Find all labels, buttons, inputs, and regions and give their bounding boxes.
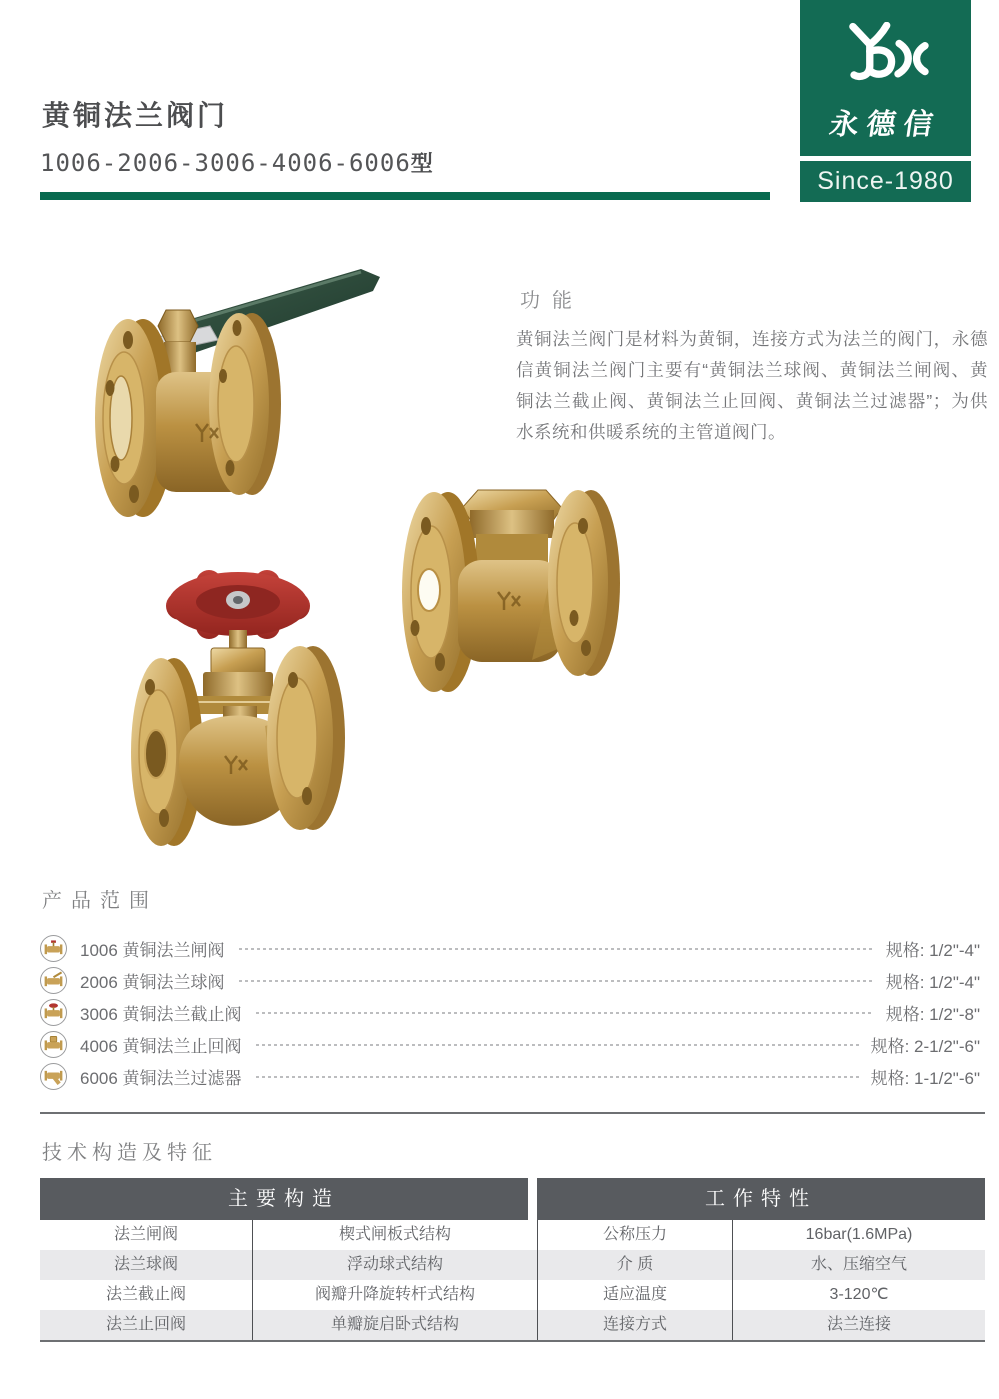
- table-cell: 公称压力: [537, 1220, 732, 1250]
- table-row: [40, 1220, 985, 1250]
- table-cell: 适应温度: [537, 1280, 732, 1310]
- strainer-icon: [40, 1063, 67, 1090]
- table-cell: 3-120℃: [732, 1280, 985, 1310]
- table-cell: 法兰截止阀: [105, 1286, 186, 1303]
- table-header-gap: [528, 1178, 537, 1220]
- dotted-leader: [256, 1044, 859, 1046]
- list-item-spec: 规格: 1/2"-8": [885, 1004, 980, 1024]
- table-cell: 单瓣旋启卧式结构: [252, 1310, 537, 1340]
- table-cell: 浮动球式结构: [252, 1250, 537, 1280]
- list-item-spec: 规格: 1-1/2"-6": [870, 1068, 980, 1088]
- table-cell: 阀瓣升降旋转杆式结构: [252, 1280, 537, 1310]
- list-item-label: 1006 黄铜法兰闸阀: [80, 940, 225, 960]
- dotted-leader: [256, 1076, 859, 1078]
- function-heading: 功能: [520, 288, 584, 312]
- brand-logo-box: [800, 0, 971, 156]
- section-divider: [40, 1112, 985, 1114]
- table-cell: 16bar(1.6MPa): [732, 1220, 985, 1250]
- tech-table: [40, 1178, 985, 1342]
- dotted-leader: [239, 948, 874, 950]
- list-item: [40, 996, 985, 1028]
- globe-valve-photo: [105, 556, 420, 876]
- list-item-label: 2006 黄铜法兰球阀: [80, 972, 225, 992]
- table-row: [40, 1280, 985, 1310]
- table-cell: 连接方式: [537, 1310, 732, 1340]
- title-accent-bar: [40, 192, 770, 200]
- list-item-spec: 规格: 1/2"-4": [885, 972, 980, 992]
- page-title: 黄铜法兰阀门: [42, 100, 229, 131]
- list-item-label: 6006 黄铜法兰过滤器: [80, 1068, 242, 1088]
- table-header-structure: 主要构造: [40, 1178, 528, 1220]
- since-badge: Since-1980: [800, 161, 971, 202]
- table-cell: 法兰止回阀: [105, 1316, 186, 1333]
- list-item-label: 4006 黄铜法兰止回阀: [80, 1036, 242, 1056]
- table-cell: 法兰连接: [732, 1310, 985, 1340]
- table-cell: 法兰闸阀: [113, 1226, 178, 1243]
- model-number-text: 1006-2006-3006-4006-6006: [40, 149, 411, 177]
- product-range-heading: 产品范围: [42, 888, 158, 912]
- tech-heading: 技术构造及特征: [42, 1140, 217, 1164]
- table-row: [40, 1250, 985, 1280]
- brand-name: 永德信: [827, 109, 943, 141]
- table-header-row: [40, 1178, 985, 1220]
- dotted-leader: [239, 980, 874, 982]
- ball-valve-icon: [40, 967, 67, 994]
- ball-valve-photo: [58, 256, 393, 576]
- check-valve-icon: [40, 1031, 67, 1058]
- list-item-label: 3006 黄铜法兰截止阀: [80, 1004, 242, 1024]
- list-item: [40, 932, 985, 964]
- table-cell: 水、压缩空气: [732, 1250, 985, 1280]
- table-header-characteristics: 工作特性: [537, 1178, 985, 1220]
- check-valve-photo: [382, 470, 657, 705]
- model-numbers: [40, 147, 434, 178]
- function-paragraph: 黄铜法兰阀门是材料为黄铜，连接方式为法兰的阀门，永德信黄铜法兰阀门主要有“黄铜法兰球阀、黄铜法兰闸阀、黄铜法兰截止阀、黄铜法兰止回阀、黄铜法兰过滤器”；为供水系统和供暖系统的主管道阀门。: [516, 329, 988, 442]
- list-item-spec: 规格: 2-1/2"-6": [870, 1036, 980, 1056]
- dotted-leader: [256, 1012, 874, 1014]
- globe-valve-icon: [40, 999, 67, 1026]
- product-range-list: [40, 932, 985, 1092]
- ydx-logo-icon: [840, 22, 930, 84]
- list-item: [40, 1028, 985, 1060]
- list-item-spec: 规格: 1/2"-4": [885, 940, 980, 960]
- list-item: [40, 1060, 985, 1092]
- list-item: [40, 964, 985, 996]
- gate-valve-icon: [40, 935, 67, 962]
- table-row: [40, 1310, 985, 1340]
- table-cell: 介 质: [537, 1250, 732, 1280]
- table-cell: 楔式闸板式结构: [252, 1220, 537, 1250]
- table-cell: 法兰球阀: [113, 1256, 178, 1273]
- model-suffix: 型: [410, 151, 434, 176]
